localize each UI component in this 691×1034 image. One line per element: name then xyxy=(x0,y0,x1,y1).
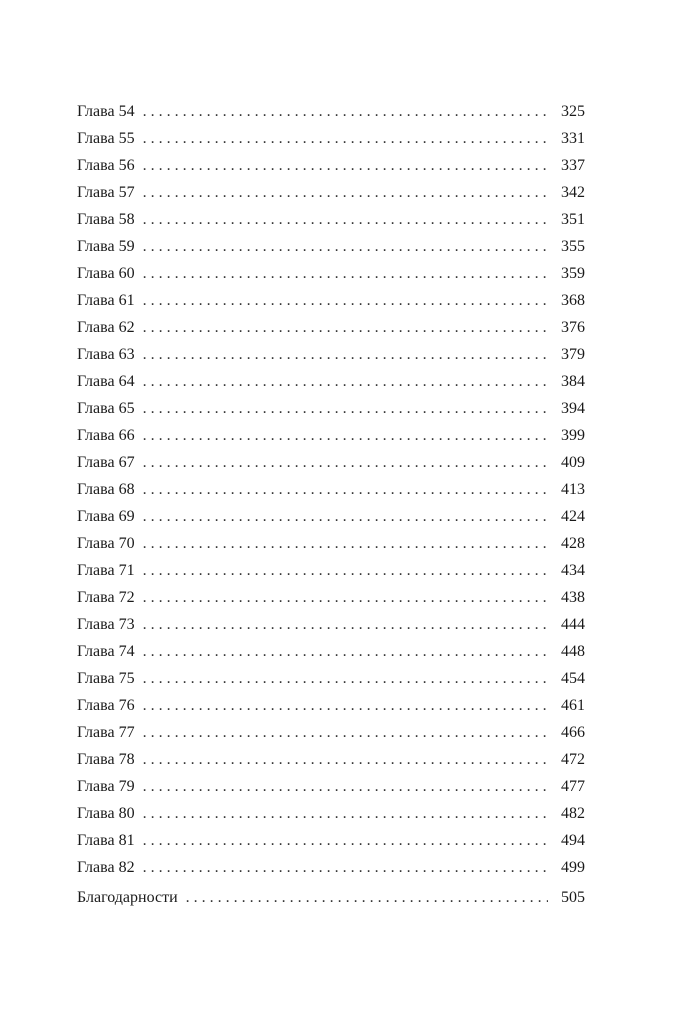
toc-entry-title: Глава 71 xyxy=(77,562,135,579)
dot-leader xyxy=(143,503,548,530)
toc-entry-title: Глава 70 xyxy=(77,535,135,552)
toc-entry-title: Глава 68 xyxy=(77,481,135,498)
dot-leader xyxy=(143,476,548,503)
dot-leader xyxy=(143,341,548,368)
toc-entry-title: Глава 54 xyxy=(77,103,135,120)
toc-entry-title: Глава 64 xyxy=(77,373,135,390)
toc-entry-chapter xyxy=(77,395,585,422)
toc-entry-page-number: 399 xyxy=(561,427,585,444)
dot-leader xyxy=(143,449,548,476)
toc-entry-chapter xyxy=(77,503,585,530)
toc-entry-page-number: 409 xyxy=(561,454,585,471)
toc-entry-chapter xyxy=(77,98,585,125)
toc-entry-page-number: 494 xyxy=(561,832,585,849)
toc-entry-page-number: 325 xyxy=(561,103,585,120)
dot-leader xyxy=(143,638,548,665)
toc-entry-page-number: 394 xyxy=(561,400,585,417)
dot-leader xyxy=(143,260,548,287)
toc-entry-page-number: 448 xyxy=(561,643,585,660)
toc-entry-chapter xyxy=(77,125,585,152)
toc-entry-page-number: 424 xyxy=(561,508,585,525)
toc-entry-acknowledgements xyxy=(77,884,585,911)
toc-entry-page-number: 466 xyxy=(561,724,585,741)
dot-leader xyxy=(143,395,548,422)
dot-leader xyxy=(143,827,548,854)
toc-entry-title: Глава 57 xyxy=(77,184,135,201)
toc-entry-title: Глава 73 xyxy=(77,616,135,633)
toc-entry-title: Глава 58 xyxy=(77,211,135,228)
toc-entry-page-number: 454 xyxy=(561,670,585,687)
dot-leader xyxy=(143,125,548,152)
toc-entry-chapter xyxy=(77,368,585,395)
toc-entry-page-number: 505 xyxy=(561,889,585,906)
toc-entry-title: Глава 59 xyxy=(77,238,135,255)
dot-leader xyxy=(143,179,548,206)
toc-entry-page-number: 434 xyxy=(561,562,585,579)
dot-leader xyxy=(143,719,548,746)
toc-entry-page-number: 477 xyxy=(561,778,585,795)
toc-entry-chapter xyxy=(77,773,585,800)
toc-entry-title: Глава 65 xyxy=(77,400,135,417)
dot-leader xyxy=(143,206,548,233)
toc-entry-page-number: 331 xyxy=(561,130,585,147)
toc-entry-title: Глава 55 xyxy=(77,130,135,147)
dot-leader xyxy=(143,557,548,584)
dot-leader xyxy=(143,692,548,719)
toc-entry-title: Глава 76 xyxy=(77,697,135,714)
toc-entry-title: Глава 67 xyxy=(77,454,135,471)
toc-entry-title: Благодарности xyxy=(77,889,178,906)
dot-leader xyxy=(143,314,548,341)
toc-entry-page-number: 499 xyxy=(561,859,585,876)
toc-entry-title: Глава 63 xyxy=(77,346,135,363)
toc-entry-page-number: 368 xyxy=(561,292,585,309)
toc-entry-page-number: 428 xyxy=(561,535,585,552)
toc-entry-page-number: 413 xyxy=(561,481,585,498)
toc-entry-title: Глава 56 xyxy=(77,157,135,174)
toc-entry-title: Глава 79 xyxy=(77,778,135,795)
toc-entry-page-number: 384 xyxy=(561,373,585,390)
toc-entry-page-number: 359 xyxy=(561,265,585,282)
dot-leader xyxy=(143,233,548,260)
toc-entry-chapter xyxy=(77,800,585,827)
toc-entry-title: Глава 75 xyxy=(77,670,135,687)
toc-entry-title: Глава 61 xyxy=(77,292,135,309)
toc-entry-page-number: 438 xyxy=(561,589,585,606)
toc-entry-page-number: 461 xyxy=(561,697,585,714)
table-of-contents xyxy=(77,98,585,911)
toc-entry-page-number: 342 xyxy=(561,184,585,201)
dot-leader xyxy=(143,854,548,881)
toc-entry-chapter xyxy=(77,746,585,773)
dot-leader xyxy=(143,422,548,449)
dot-leader xyxy=(143,530,548,557)
toc-entry-title: Глава 60 xyxy=(77,265,135,282)
toc-entry-chapter xyxy=(77,179,585,206)
toc-entry-title: Глава 81 xyxy=(77,832,135,849)
toc-entry-title: Глава 74 xyxy=(77,643,135,660)
dot-leader xyxy=(143,665,548,692)
toc-entry-title: Глава 77 xyxy=(77,724,135,741)
toc-entry-chapter xyxy=(77,665,585,692)
dot-leader xyxy=(143,611,548,638)
toc-entry-chapter xyxy=(77,206,585,233)
toc-entry-chapter xyxy=(77,476,585,503)
toc-entry-title: Глава 62 xyxy=(77,319,135,336)
toc-entry-page-number: 337 xyxy=(561,157,585,174)
dot-leader xyxy=(143,746,548,773)
toc-entry-title: Глава 78 xyxy=(77,751,135,768)
toc-entry-page-number: 472 xyxy=(561,751,585,768)
toc-entry-page-number: 351 xyxy=(561,211,585,228)
toc-entry-chapter xyxy=(77,287,585,314)
toc-entry-chapter xyxy=(77,152,585,179)
toc-entry-title: Глава 66 xyxy=(77,427,135,444)
toc-entry-title: Глава 72 xyxy=(77,589,135,606)
toc-entry-chapter xyxy=(77,233,585,260)
toc-entry-chapter xyxy=(77,719,585,746)
dot-leader xyxy=(186,884,548,911)
dot-leader xyxy=(143,98,548,125)
toc-entry-page-number: 376 xyxy=(561,319,585,336)
dot-leader xyxy=(143,584,548,611)
toc-entry-title: Глава 82 xyxy=(77,859,135,876)
toc-entry-chapter xyxy=(77,260,585,287)
toc-entry-page-number: 379 xyxy=(561,346,585,363)
toc-entry-chapter xyxy=(77,584,585,611)
dot-leader xyxy=(143,152,548,179)
toc-entry-chapter xyxy=(77,341,585,368)
toc-entry-title: Глава 69 xyxy=(77,508,135,525)
dot-leader xyxy=(143,773,548,800)
dot-leader xyxy=(143,368,548,395)
toc-entry-chapter xyxy=(77,314,585,341)
toc-entry-chapter xyxy=(77,530,585,557)
toc-entry-chapter xyxy=(77,638,585,665)
toc-entry-title: Глава 80 xyxy=(77,805,135,822)
toc-entry-page-number: 355 xyxy=(561,238,585,255)
toc-entry-chapter xyxy=(77,611,585,638)
toc-entry-page-number: 444 xyxy=(561,616,585,633)
dot-leader xyxy=(143,287,548,314)
dot-leader xyxy=(143,800,548,827)
toc-entry-chapter xyxy=(77,449,585,476)
toc-entry-chapter xyxy=(77,557,585,584)
toc-entry-chapter xyxy=(77,692,585,719)
toc-entry-page-number: 482 xyxy=(561,805,585,822)
toc-entry-chapter xyxy=(77,422,585,449)
toc-entry-chapter xyxy=(77,827,585,854)
toc-entry-chapter xyxy=(77,854,585,881)
